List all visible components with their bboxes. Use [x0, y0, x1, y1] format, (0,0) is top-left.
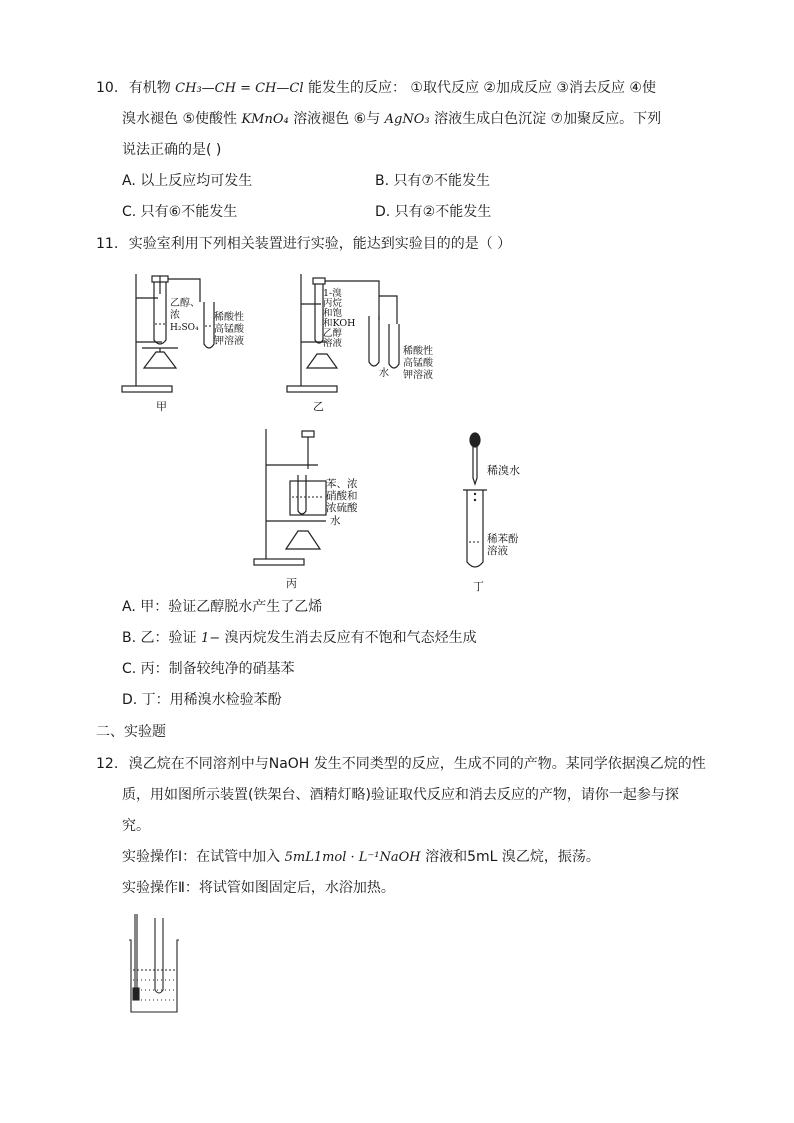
option-a: A. 以上反应均可发生: [122, 173, 253, 189]
bing-caption: 丙: [286, 577, 297, 590]
apparatus-bing-figure: [250, 425, 380, 593]
apparatus-yi-figure: [283, 268, 443, 418]
bing-reagent-1: 苯、浓: [326, 478, 358, 490]
jia-kmno4-3: 钾溶液: [214, 336, 244, 347]
q11-option-a: A. 甲：验证乙醇脱水产生了乙烯: [122, 599, 323, 615]
bing-reagent-2: 硝酸和: [326, 490, 358, 502]
water-bath-figure: [125, 910, 185, 1020]
formula: 1−: [200, 631, 221, 646]
q10-line3: 说法正确的是( ): [122, 142, 222, 158]
yi-water: 水: [379, 368, 389, 379]
jia-kmno4-1: 稀酸性: [214, 312, 244, 323]
option-b: B. 只有⑦不能发生: [375, 173, 491, 189]
ding-drop: 稀溴水: [487, 464, 520, 477]
option-c: C. 只有⑥不能发生: [122, 204, 238, 220]
q11-option-d: D. 丁：用稀溴水检验苯酚: [122, 692, 282, 708]
q12-line3: 究。: [122, 818, 150, 834]
q11-stem: 11. 实验室利用下列相关装置进行实验，能达到实验目的的是（ ）: [96, 236, 512, 252]
yi-reagent-6: 溶液: [323, 338, 343, 349]
formula: AgNO₃: [384, 112, 430, 127]
formula: CH₃—CH = CH—Cl: [175, 81, 304, 96]
jia-caption: 甲: [156, 400, 167, 413]
bing-reagent-3: 浓硫酸: [326, 502, 358, 514]
question-number: 12.: [96, 756, 119, 772]
q10-line1: 10. 有机物 CH₃—CH = CH—Cl 能发生的反应： ①取代反应 ②加成反应 ③消去反应 ④使: [96, 80, 656, 96]
yi-caption: 乙: [313, 400, 324, 413]
q12-operation-2: 实验操作Ⅱ：将试管如图固定后，水浴加热。: [122, 880, 395, 896]
yi-reagent-5: 乙醇: [323, 328, 343, 339]
jia-reagent-3: H₂SO₄: [170, 323, 199, 333]
q12-line1: 12. 溴乙烷在不同溶剂中与NaOH 发生不同类型的反应，生成不同的产物。某同学依据溴乙烷的性: [96, 756, 706, 772]
question-number: 10.: [96, 80, 119, 96]
q10-line2: 溴水褪色 ⑤使酸性 KMnO₄ 溶液褪色 ⑥与 AgNO₃ 溶液生成白色沉淀 ⑦加聚反应。下列: [122, 111, 662, 127]
q12-line2: 质，用如图所示装置(铁架台、酒精灯略)验证取代反应和消去反应的产物，请你一起参与探: [122, 787, 679, 803]
ding-phenol-2: 溶液: [487, 545, 508, 557]
q11-option-c: C. 丙：制备较纯净的硝基苯: [122, 661, 295, 677]
option-d: D. 只有②不能发生: [375, 204, 492, 220]
jia-kmno4-2: 高锰酸: [214, 324, 244, 335]
ding-phenol-1: 稀苯酚: [487, 533, 519, 545]
yi-reagent-1: 1-溴: [323, 288, 342, 299]
formula: 5mL1mol · L⁻¹NaOH: [284, 850, 421, 865]
yi-reagent-3: 和饱: [323, 308, 343, 319]
jia-reagent-1: 乙醇、: [170, 298, 200, 309]
q12-operation-1: 实验操作Ⅰ：在试管中加入 5mL1mol · L⁻¹NaOH 溶液和5mL 溴乙烷，振荡。: [122, 849, 600, 865]
formula: KMnO₄: [241, 112, 289, 127]
q11-option-b: B. 乙：验证 1− 溴丙烷发生消去反应有不饱和气态烃生成: [122, 630, 477, 646]
jia-reagent-2: 浓: [170, 310, 180, 321]
yi-reagent-2: 丙烷: [323, 298, 343, 309]
yi-kmno4-2: 高锰酸: [403, 358, 433, 369]
section-heading: 二、实验题: [96, 724, 166, 740]
ding-caption: 丁: [473, 580, 484, 593]
yi-kmno4-3: 钾溶液: [403, 370, 433, 381]
bing-water: 水: [330, 515, 341, 527]
yi-kmno4-1: 稀酸性: [403, 346, 433, 357]
yi-reagent-4: 和KOH: [323, 318, 356, 329]
question-number: 11.: [96, 236, 119, 252]
apparatus-jia-figure: [118, 268, 244, 418]
apparatus-ding-figure: [455, 430, 545, 593]
